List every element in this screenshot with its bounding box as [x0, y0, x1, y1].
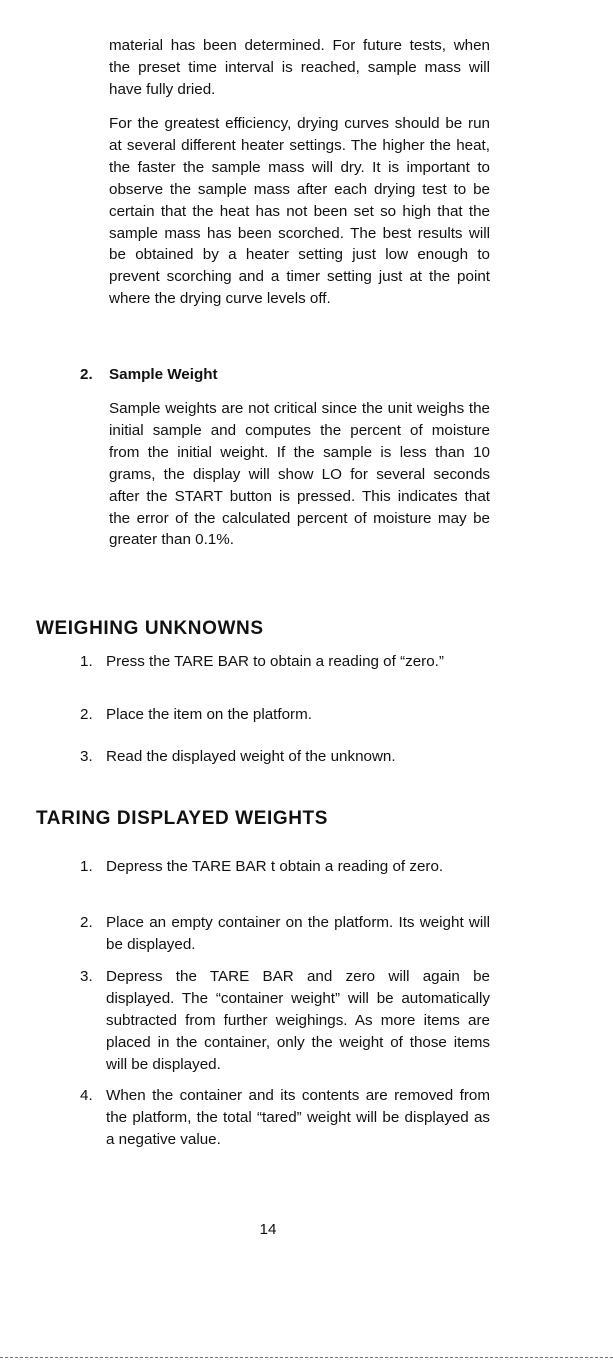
step-text: Read the displayed weight of the unknown.: [106, 748, 396, 765]
list-item: [80, 966, 490, 1076]
list-item: [80, 651, 490, 673]
step-text: Place the item on the platform.: [106, 706, 312, 723]
step-number: 1.: [80, 858, 93, 875]
paragraph-drying-curves: For the greatest efficiency, drying curves should be run at several different heater settings. The higher the heat, the faster the sample mass will dry. It is important to observe the sample mass after each drying test to be certain that the heat has not been set so high that the sample mass has been scorched. The best results will be obtained by a heater setting just low enough to prevent scorching and a timer setting just at the point where the drying curve levels off.: [109, 115, 490, 308]
section-heading-weighing-unknowns: WEIGHING UNKNOWNS: [36, 618, 264, 639]
list-item: [80, 1085, 490, 1151]
page-number: 14: [259, 1221, 277, 1238]
step-number: 2.: [80, 914, 93, 931]
step-number: 2.: [80, 706, 93, 723]
list-item: [80, 746, 490, 768]
list-item: [80, 912, 490, 956]
sample-weight-title: Sample Weight: [109, 366, 218, 383]
step-number: 4.: [80, 1087, 93, 1104]
step-text: Press the TARE BAR to obtain a reading of “zero.”: [106, 653, 444, 670]
scan-edge-divider: [0, 1357, 613, 1358]
sample-weight-heading: [80, 364, 218, 386]
step-text: Depress the TARE BAR and zero will again be displayed. The “container weight” will be automatically subtracted from further weighings. As more items are placed in the container, only the weight of those items will be displayed.: [106, 968, 490, 1073]
list-item: [80, 704, 490, 726]
step-text: Place an empty container on the platform. Its weight will be displayed.: [106, 914, 490, 953]
step-number: 3.: [80, 968, 93, 985]
step-text: Depress the TARE BAR t obtain a reading of zero.: [106, 858, 444, 875]
step-text: When the container and its contents are removed from the platform, the total “tared” weight will be displayed as a negative value.: [106, 1087, 490, 1148]
paragraph-sample-weight: Sample weights are not critical since the unit weighs the initial sample and computes the percent of moisture from the initial weight. If the sample is less than 10 grams, the display will show LO for several seconds after the START button is pressed. This indicates that the error of the calculated percent of moisture may be greater than 0.1%.: [109, 400, 490, 549]
sample-weight-number: 2.: [80, 366, 93, 383]
section-heading-taring: TARING DISPLAYED WEIGHTS: [36, 808, 329, 829]
paragraph-preset-time: material has been determined. For future tests, when the preset time interval is reached, sample mass will have fully dried.: [109, 37, 490, 98]
step-number: 1.: [80, 653, 93, 670]
step-number: 3.: [80, 748, 93, 765]
list-item: [80, 856, 490, 878]
